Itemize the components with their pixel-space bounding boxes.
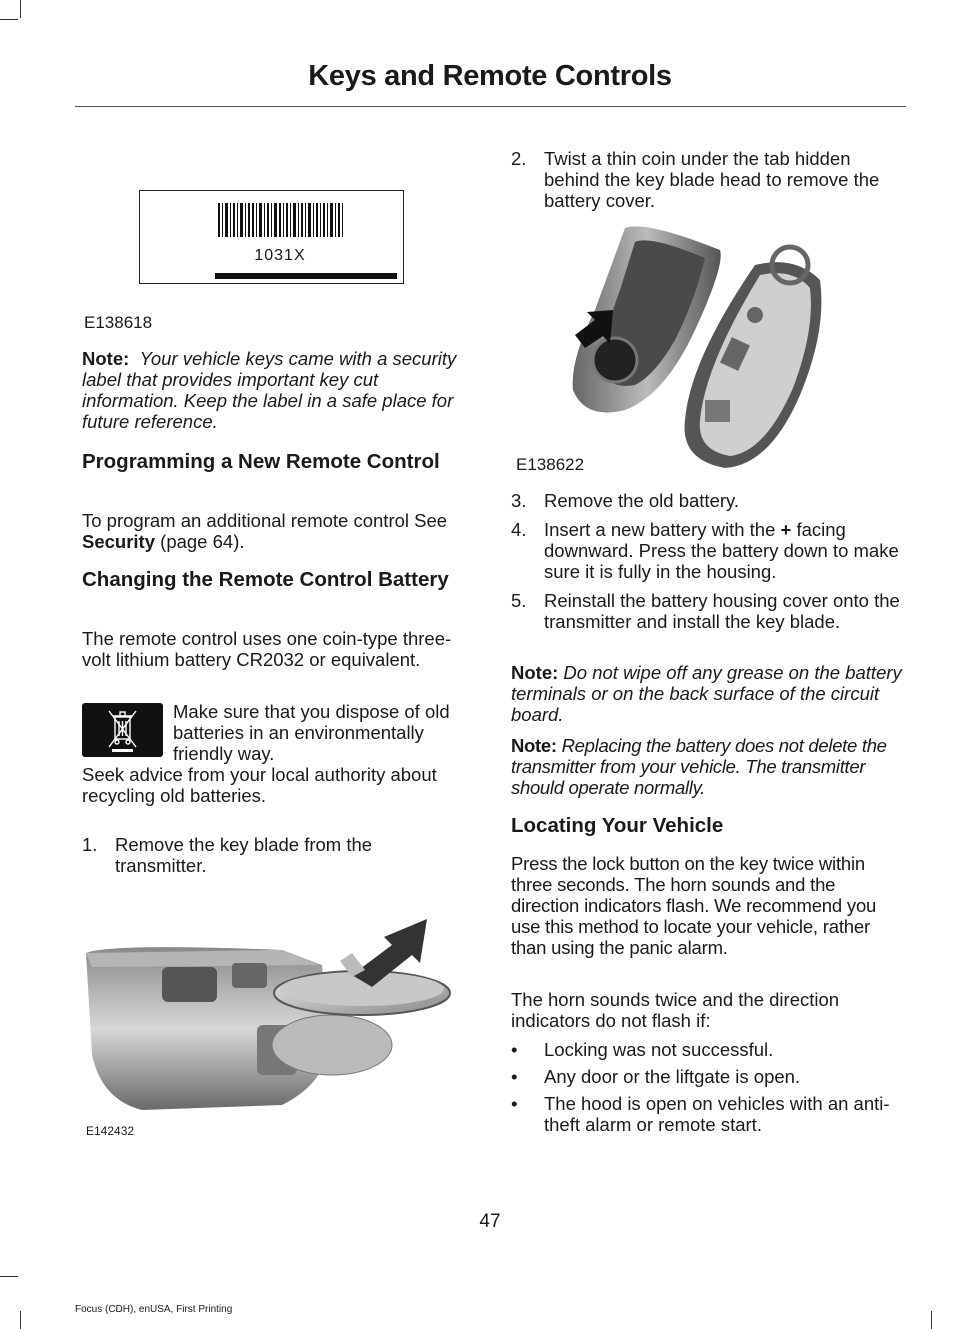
header-rule <box>75 106 906 107</box>
note-text: Replacing the battery does not delete the transmitter from your vehicle. The transmitter should operate normally. <box>511 735 887 798</box>
step-text: Remove the key blade from the transmitter. <box>115 834 373 876</box>
section-heading: Locating Your Vehicle <box>511 814 724 837</box>
battery-steps <box>511 490 903 640</box>
plus-symbol: + <box>780 519 792 540</box>
bullet-text: Locking was not successful. <box>544 1039 774 1060</box>
crop-mark <box>931 1311 932 1329</box>
bullet-text: Any door or the liftgate is open. <box>544 1066 801 1087</box>
section-heading: Changing the Remote Control Battery <box>82 568 449 591</box>
step-number: 1. <box>82 834 98 855</box>
step-number: 5. <box>511 590 527 611</box>
open-transmitter-figure <box>565 220 830 470</box>
figure-id: E138618 <box>84 313 153 332</box>
barcode-label: 1031X <box>254 247 306 264</box>
bullet-mark: • <box>511 1039 518 1060</box>
crop-mark <box>20 0 21 18</box>
footer-text: Focus (CDH), enUSA, First Printing <box>75 1304 233 1315</box>
step-text: facing downward. Press the battery down to make sure it is fully in the housing. <box>544 519 899 582</box>
step-item <box>82 834 467 884</box>
step-number: 2. <box>511 148 527 169</box>
bullet-mark: • <box>511 1066 518 1087</box>
recycle-bin-crossed-icon <box>82 703 163 757</box>
key-fob-illustration-icon <box>82 905 454 1115</box>
bullet-mark: • <box>511 1093 518 1114</box>
figure-id: E138622 <box>516 455 585 474</box>
note-text: Your vehicle keys came with a security label that provides important key cut information. Keep the label in a safe place for future reference. <box>82 348 457 432</box>
note-label: Note: <box>82 348 130 369</box>
page-title: Keys and Remote Controls <box>308 60 672 92</box>
security-label-figure <box>139 190 404 284</box>
note-label: Note: <box>511 735 557 756</box>
step-text: Reinstall the battery housing cover onto the transmitter and install the key blade. <box>544 590 900 632</box>
note-grease <box>511 662 903 725</box>
security-link[interactable]: Security <box>82 531 156 552</box>
step-number: 3. <box>511 490 527 511</box>
locate-paragraph: Press the lock button on the key twice within three seconds. The horn sounds and the direction indicators flash. We recommend you use this method to locate your vehicle, rather than using the panic alarm. <box>511 853 877 958</box>
step-text: Twist a thin coin under the tab hidden behind the key blade head to remove the battery cover. <box>544 148 880 211</box>
figure-id: E142432 <box>86 1124 135 1138</box>
paragraph-text: (page 64). <box>155 531 245 552</box>
step-text: Remove the old battery. <box>544 490 740 511</box>
key-blade-removal-figure <box>82 905 454 1115</box>
crop-mark <box>20 1311 21 1329</box>
note-label: Note: <box>511 662 559 683</box>
recycle-symbol <box>82 703 163 757</box>
recycle-instructions-cont: Seek advice from your local authority about recycling old batteries. <box>82 764 437 806</box>
paragraph-text: To program an additional remote control See <box>82 510 448 531</box>
barcode-icon <box>140 191 403 283</box>
recycle-instructions: Make sure that you dispose of old batteries in an environmentally friendly way. <box>173 701 450 764</box>
note-text: Do not wipe off any grease on the battery terminals or on the back surface of the circuit board. <box>511 662 902 725</box>
step-item <box>511 148 903 219</box>
step-number: 4. <box>511 519 527 540</box>
battery-paragraph: The remote control uses one coin-type three-volt lithium battery CR2032 or equivalent. <box>82 628 452 670</box>
programming-paragraph <box>82 510 467 552</box>
page-number: 47 <box>479 1211 501 1232</box>
bullet-text: The hood is open on vehicles with an anti-theft alarm or remote start. <box>544 1093 890 1135</box>
horn-paragraph: The horn sounds twice and the direction indicators do not flash if: <box>511 989 840 1031</box>
open-key-fob-icon <box>565 220 830 470</box>
note-security-label <box>82 348 467 432</box>
crop-mark <box>0 19 18 20</box>
note-transmitter <box>511 735 903 798</box>
section-heading: Programming a New Remote Control <box>82 450 440 473</box>
step-text: Insert a new battery with the <box>544 519 781 540</box>
horn-conditions-list <box>511 1039 903 1143</box>
crop-mark <box>0 1276 18 1277</box>
